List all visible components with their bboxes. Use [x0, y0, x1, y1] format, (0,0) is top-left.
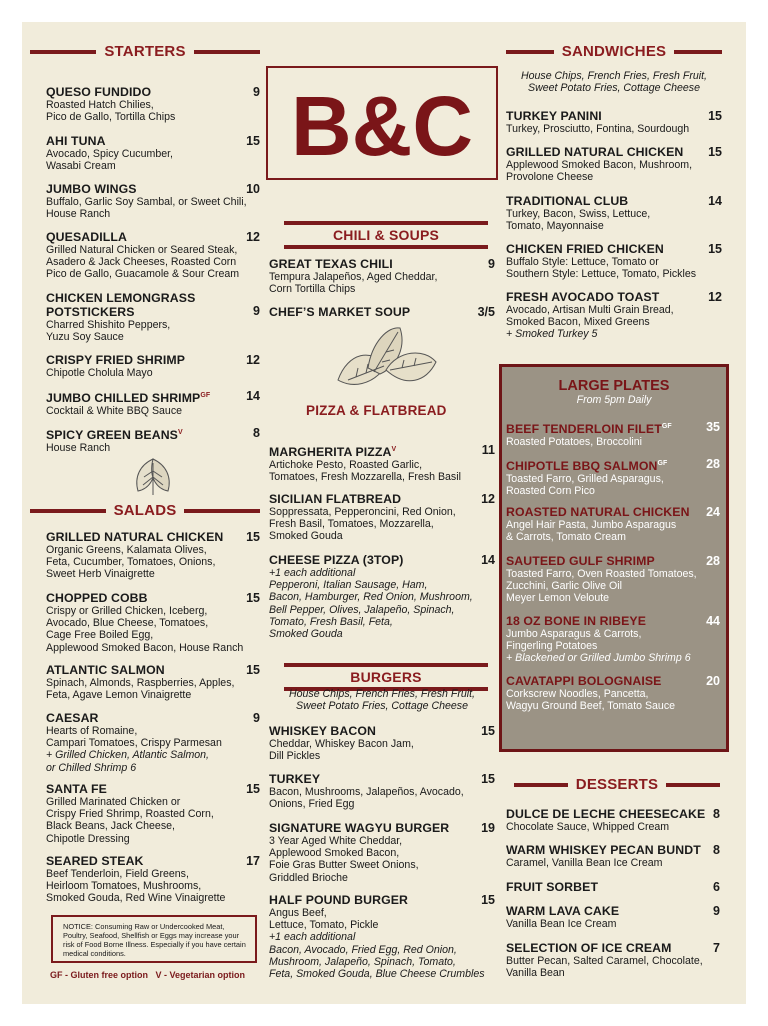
item-addon-line: + Grilled Chicken, Atlantic Salmon, — [46, 749, 209, 762]
item-addon-line: or Chilled Shrimp 6 — [46, 761, 137, 774]
item-name — [269, 443, 495, 459]
item-name: SANTA FE — [46, 782, 107, 796]
item-price: 15 — [481, 893, 495, 907]
item-price: 15 — [246, 591, 260, 605]
item-price: 9 — [713, 904, 720, 918]
item-desc-line: Jumbo Asparagus & Carrots, — [506, 628, 642, 640]
item-price: 8 — [713, 807, 720, 821]
item-price: 7 — [713, 941, 720, 955]
chili-title: CHILI & SOUPS — [332, 227, 440, 243]
item-desc-line: Cocktail & White BBQ Sauce — [46, 405, 183, 418]
item-desc-line: Fresh Basil, Tomatoes, Mozzarella, — [269, 518, 434, 531]
menu-item — [269, 443, 495, 484]
basil-leaves-icon — [328, 322, 440, 398]
item-name: FRESH AVOCADO TOAST — [506, 290, 660, 304]
item-price: 15 — [246, 663, 260, 677]
item-desc-line: Corn Tortilla Chips — [269, 283, 356, 296]
item-price: 11 — [481, 443, 495, 457]
item-addon-line: Bell Pepper, Olives, Jalapeño, Spinach, — [269, 603, 455, 616]
item-addon-line: Bacon, Avocado, Fried Egg, Red Onion, — [269, 943, 457, 956]
item-addon-line: +1 each additional — [269, 931, 356, 944]
menu-item — [506, 554, 720, 605]
item-desc-line: Grilled Marinated Chicken or — [46, 796, 181, 808]
item-name: JUMBO WINGS — [46, 182, 137, 196]
pizza-title: PIZZA & FLATBREAD — [306, 403, 447, 418]
sandwiches-header — [506, 43, 722, 60]
menu-item — [506, 843, 720, 869]
burgers-header — [284, 663, 488, 691]
item-desc-line: Cheddar, Whiskey Bacon Jam, — [269, 738, 414, 750]
item-name-text: BEEF TENDERLOIN FILET — [506, 422, 662, 437]
item-addon-line: Feta, Smoked Gouda, Blue Cheese Crumbles — [269, 968, 485, 981]
item-price: 15 — [481, 724, 495, 738]
menu-item — [506, 290, 722, 341]
menu-item — [506, 614, 720, 665]
item-desc-line: Applewood Smoked Bacon, House Ranch — [46, 641, 244, 654]
item-name: 18 OZ BONE IN RIBEYE — [506, 614, 647, 628]
header-rule-left — [30, 50, 96, 54]
menu-item — [506, 941, 720, 979]
logo-text: B&C — [291, 79, 473, 173]
item-desc-line: Onions, Fried Egg — [269, 798, 355, 811]
item-desc-line: Sweet Herb Vinaigrette — [46, 568, 155, 581]
burgers-sides — [269, 688, 495, 712]
item-price: 20 — [706, 674, 720, 688]
leaf-icon — [128, 455, 178, 499]
item-desc-line: Roasted Potatoes, Broccolini — [506, 436, 643, 449]
burgers-title: BURGERS — [350, 669, 422, 685]
item-price: 12 — [481, 492, 495, 506]
item-desc-line: Feta, Agave Lemon Vinaigrette — [46, 689, 192, 702]
menu-item — [46, 85, 260, 123]
header-rule-left — [514, 783, 568, 787]
desserts-title: DESSERTS — [575, 776, 659, 793]
menu-item — [269, 257, 495, 295]
menu-item — [269, 893, 495, 980]
menu-item — [506, 674, 720, 712]
item-name: SEARED STEAK — [46, 854, 144, 868]
menu-item — [269, 492, 495, 543]
item-desc-line: Chocolate Sauce, Whipped Cream — [506, 821, 670, 833]
item-price: 12 — [708, 290, 722, 304]
item-desc-line: Buffalo, Garlic Soy Sambal, or Sweet Chili, — [46, 196, 247, 208]
item-name: CHOPPED COBB — [46, 591, 148, 605]
item-desc-line: Hearts of Romaine, — [46, 725, 138, 737]
item-name: AHI TUNA — [46, 134, 106, 148]
item-desc-line: Butter Pecan, Salted Caramel, Chocolate, — [506, 955, 703, 967]
item-desc-line: Heirloom Tomatoes, Mushrooms, — [46, 880, 202, 893]
menu-item — [46, 230, 260, 281]
diet-tag: GF — [200, 392, 211, 399]
item-price: 15 — [708, 109, 722, 123]
menu-item — [506, 420, 720, 448]
item-price: 35 — [706, 420, 720, 434]
menu-item — [506, 904, 720, 930]
item-addon-line: Bacon, Hamburger, Red Onion, Mushroom, — [269, 591, 473, 604]
menu-item — [46, 854, 260, 905]
item-price: 28 — [706, 554, 720, 568]
menu-item — [269, 772, 495, 810]
item-desc-line: Applewood Smoked Bacon, — [269, 847, 400, 860]
sides-line: Sweet Potato Fries, Cottage Cheese — [296, 700, 468, 713]
item-desc-line: Grilled Natural Chicken or Seared Steak, — [46, 244, 238, 256]
header-rule-top — [284, 663, 488, 667]
item-name: WARM LAVA CAKE — [506, 904, 620, 918]
menu-item — [46, 389, 260, 417]
item-desc-line: Crispy or Grilled Chicken, Iceberg, — [46, 605, 208, 617]
header-rule-right — [194, 50, 260, 54]
item-desc-line: Crispy Fried Shrimp, Roasted Corn, — [46, 808, 214, 821]
item-name-text: JUMBO CHILLED SHRIMP — [46, 391, 201, 406]
item-desc-line: Wagyu Ground Beef, Tomato Sauce — [506, 700, 676, 713]
item-name: QUESO FUNDIDO — [46, 85, 152, 99]
item-desc-line: Applewood Smoked Bacon, Mushroom, — [506, 159, 693, 171]
header-rule-left — [506, 50, 554, 54]
item-desc-line: Dill Pickles — [269, 750, 321, 763]
item-name-text: CHIPOTLE BBQ SALMON — [506, 459, 658, 474]
item-name: GREAT TEXAS CHILI — [269, 257, 393, 271]
item-name: SAUTEED GULF SHRIMP — [506, 554, 655, 568]
item-addon-line: Pepperoni, Italian Sausage, Ham, — [269, 579, 428, 592]
item-price: 9 — [253, 304, 260, 318]
menu-item — [46, 353, 260, 379]
menu-item — [506, 505, 720, 543]
item-desc-line: Corkscrew Noodles, Pancetta, — [506, 688, 649, 700]
item-price: 15 — [246, 530, 260, 544]
menu-item — [46, 291, 260, 343]
item-desc-line: Meyer Lemon Veloute — [506, 592, 610, 605]
item-name: WARM WHISKEY PECAN BUNDT — [506, 843, 701, 857]
menu-item — [46, 134, 260, 172]
item-desc-line: Griddled Brioche — [269, 871, 348, 884]
item-desc-line: Bacon, Mushrooms, Jalapeños, Avocado, — [269, 786, 464, 798]
item-desc-line: Avocado, Blue Cheese, Tomatoes, — [46, 617, 209, 630]
item-name-line2: POTSTICKERS — [46, 305, 135, 319]
item-name: FRUIT SORBET — [506, 880, 599, 894]
header-rule-bottom — [284, 245, 488, 249]
header-rule-right — [674, 50, 722, 54]
item-desc-line: Asadero & Jack Cheeses, Roasted Corn — [46, 256, 237, 269]
item-name — [506, 457, 720, 473]
item-desc-line: Tomato, Mayonnaise — [506, 220, 604, 233]
item-desc-line: & Carrots, Tomato Cream — [506, 531, 626, 544]
sides-line: Sweet Potato Fries, Cottage Cheese — [528, 82, 700, 95]
header-rule-right — [184, 509, 260, 513]
diet-tag: V — [391, 446, 397, 453]
item-name: GRILLED NATURAL CHICKEN — [506, 145, 684, 159]
item-desc-line: Turkey, Prosciutto, Fontina, Sourdough — [506, 123, 690, 135]
item-desc-line: Lettuce, Tomato, Pickle — [269, 919, 379, 932]
plates-title: LARGE PLATES — [558, 378, 670, 394]
menu-item — [46, 711, 260, 774]
menu-item — [506, 242, 722, 280]
item-name: SIGNATURE WAGYU BURGER — [269, 821, 450, 835]
item-desc-line: Chipotle Cholula Mayo — [46, 367, 153, 379]
item-name: HALF POUND BURGER — [269, 893, 409, 907]
item-desc-line: Buffalo Style: Lettuce, Tomato or — [506, 256, 659, 268]
item-desc-line: Beef Tenderloin, Field Greens, — [46, 868, 189, 880]
item-desc-line: House Ranch — [46, 208, 111, 221]
item-price: 19 — [481, 821, 495, 835]
item-name: CHICKEN FRIED CHICKEN — [506, 242, 664, 256]
item-name: ROASTED NATURAL CHICKEN — [506, 505, 690, 519]
item-desc-line: Campari Tomatoes, Crispy Parmesan — [46, 737, 222, 750]
item-price: 15 — [708, 145, 722, 159]
item-price: 24 — [706, 505, 720, 519]
item-price: 17 — [246, 854, 260, 868]
item-price: 14 — [246, 389, 260, 403]
plates-hours: From 5pm Daily — [576, 394, 652, 406]
item-name: GRILLED NATURAL CHICKEN — [46, 530, 224, 544]
item-desc-line: Yuzu Soy Sauce — [46, 331, 124, 344]
salads-header — [30, 502, 260, 519]
sandwiches-title: SANDWICHES — [561, 43, 667, 60]
menu-item — [269, 724, 495, 762]
item-name: ATLANTIC SALMON — [46, 663, 165, 677]
item-addon-line: Tomato, Fresh Basil, Feta, — [269, 615, 393, 628]
item-price: 44 — [706, 614, 720, 628]
plates-header — [502, 378, 726, 406]
menu-item — [46, 591, 260, 654]
item-desc-line: Caramel, Vanilla Bean Ice Cream — [506, 857, 663, 869]
item-desc-line: Roasted Hatch Chilies, — [46, 99, 154, 111]
item-desc-line: Vanilla Bean — [506, 967, 565, 980]
item-desc-line: Toasted Farro, Grilled Asparagus, — [506, 473, 664, 486]
item-name — [46, 426, 260, 442]
item-price: 12 — [246, 353, 260, 367]
item-name: QUESADILLA — [46, 230, 127, 244]
item-name-text: MARGHERITA PIZZA — [269, 445, 392, 460]
item-desc-line: Feta, Cucumber, Tomatoes, Onions, — [46, 556, 216, 569]
item-desc-line: Soppressata, Pepperoncini, Red Onion, — [269, 506, 456, 518]
salads-title: SALADS — [113, 502, 177, 519]
brand-logo — [268, 68, 496, 178]
item-name: SELECTION OF ICE CREAM — [506, 941, 672, 955]
item-desc-line: Southern Style: Lettuce, Tomato, Pickles — [506, 268, 697, 281]
menu-item — [506, 109, 722, 135]
item-desc-line: House Ranch — [46, 442, 111, 455]
sandwiches-sides — [506, 70, 722, 94]
item-desc-line: Wasabi Cream — [46, 160, 116, 173]
item-price: 28 — [706, 457, 720, 471]
item-price: 9 — [253, 85, 260, 99]
diet-legend: GF - Gluten free option V - Vegetarian option — [50, 970, 246, 980]
food-safety-notice: NOTICE: Consuming Raw or Undercooked Meat, Poultry, Seafood, Shellfish or Eggs may increase your risk of Food Borne Illness. Especially if you have certain medical conditions. — [51, 915, 257, 963]
item-name: SICILIAN FLATBREAD — [269, 492, 402, 506]
desserts-header — [514, 776, 720, 793]
item-desc-line: Smoked Bacon, Mixed Greens — [506, 316, 650, 329]
item-name: DULCE DE LECHE CHEESECAKE — [506, 807, 706, 821]
item-name: CAESAR — [46, 711, 99, 725]
sides-line: House Chips, French Fries, Fresh Fruit, — [520, 70, 708, 82]
item-addon-line: +1 each additional — [269, 567, 356, 579]
item-desc-line: Toasted Farro, Oven Roasted Tomatoes, — [506, 568, 697, 580]
item-desc-line: Tempura Jalapeños, Aged Cheddar, — [269, 271, 438, 283]
pizza-header — [306, 403, 466, 418]
header-rule-left — [30, 509, 106, 513]
menu-item — [269, 821, 495, 884]
item-price: 8 — [253, 426, 260, 440]
menu-item — [46, 782, 260, 845]
item-desc-line: Chipotle Dressing — [46, 832, 130, 845]
item-desc-line: Angel Hair Pasta, Jumbo Asparagus — [506, 519, 677, 531]
item-name: CHICKEN LEMONGRASS — [46, 291, 196, 305]
item-addon-line: Mushroom, Jalapeño, Spinach, Tomato, — [269, 955, 456, 968]
item-name — [46, 389, 260, 405]
item-desc-line: Foie Gras Butter Sweet Onions, — [269, 859, 419, 872]
header-rule-right — [666, 783, 720, 787]
item-desc-line: 3 Year Aged White Cheddar, — [269, 835, 403, 847]
item-desc-line: Smoked Gouda, Red Wine Vinaigrette — [46, 892, 226, 905]
sides-line: House Chips, French Fries, Fresh Fruit, — [288, 688, 476, 700]
header-rule-top — [284, 221, 488, 225]
logo-box — [266, 66, 498, 180]
item-price: 15 — [708, 242, 722, 256]
item-price: 12 — [246, 230, 260, 244]
menu-item — [46, 530, 260, 581]
item-price: 8 — [713, 843, 720, 857]
item-desc-line: Angus Beef, — [269, 907, 327, 919]
menu-item — [506, 807, 720, 833]
item-name: TURKEY — [269, 772, 321, 786]
item-desc-line: Pico de Gallo, Guacamole & Sour Cream — [46, 268, 240, 281]
starters-header — [30, 43, 260, 60]
item-price: 10 — [246, 182, 260, 196]
item-price: 14 — [481, 553, 495, 567]
item-price: 15 — [481, 772, 495, 786]
item-desc-line: Spinach, Almonds, Raspberries, Apples, — [46, 677, 235, 689]
item-desc-line: Cage Free Boiled Egg, — [46, 629, 154, 642]
item-addon-line: + Blackened or Grilled Jumbo Shrimp 6 — [506, 652, 691, 665]
item-name: CHEESE PIZZA (3TOP) — [269, 553, 404, 567]
item-desc-line: Avocado, Spicy Cucumber, — [46, 148, 173, 160]
item-name-text: SPICY GREEN BEANS — [46, 428, 178, 443]
item-name: TURKEY PANINI — [506, 109, 602, 123]
menu-item — [269, 553, 495, 640]
item-price: 6 — [713, 880, 720, 894]
item-price: 14 — [708, 194, 722, 208]
item-price: 15 — [246, 782, 260, 796]
item-name: CRISPY FRIED SHRIMP — [46, 353, 186, 367]
item-desc-line: Zucchini, Garlic Olive Oil — [506, 580, 622, 593]
item-addon-line: + Smoked Turkey 5 — [506, 328, 598, 341]
item-desc-line: Organic Greens, Kalamata Olives, — [46, 544, 207, 556]
menu-item — [506, 880, 720, 894]
menu-item — [269, 305, 495, 319]
menu-item — [506, 145, 722, 183]
item-price: 9 — [253, 711, 260, 725]
item-desc-line: Roasted Corn Pico — [506, 485, 595, 498]
starters-title: STARTERS — [104, 43, 186, 60]
item-name: TRADITIONAL CLUB — [506, 194, 629, 208]
chili-header — [284, 221, 488, 249]
item-addon-line: Smoked Gouda — [269, 628, 343, 641]
menu-item — [506, 457, 720, 498]
diet-tag: V — [178, 429, 183, 436]
item-name: CHEF’S MARKET SOUP — [269, 305, 411, 319]
item-desc-line: Provolone Cheese — [506, 171, 594, 184]
item-desc-line: Turkey, Bacon, Swiss, Lettuce, — [506, 208, 651, 220]
item-price: 9 — [488, 257, 495, 271]
item-desc-line: Fingerling Potatoes — [506, 640, 598, 653]
item-desc-line: Tomatoes, Fresh Mozzarella, Fresh Basil — [269, 471, 461, 484]
item-desc-line: Pico de Gallo, Tortilla Chips — [46, 111, 176, 124]
menu-item — [46, 426, 260, 454]
menu-item — [46, 182, 260, 220]
item-name: CAVATAPPI BOLOGNAISE — [506, 674, 662, 688]
item-desc-line: Artichoke Pesto, Roasted Garlic, — [269, 459, 423, 472]
diet-tag: GF — [657, 460, 668, 467]
item-desc-line: Charred Shishito Peppers, — [46, 319, 171, 331]
item-name: WHISKEY BACON — [269, 724, 376, 738]
item-price: 3/5 — [477, 305, 495, 319]
item-desc-line: Avocado, Artisan Multi Grain Bread, — [506, 304, 674, 316]
diet-tag: GF — [661, 423, 672, 430]
item-price: 15 — [246, 134, 260, 148]
item-name — [506, 420, 720, 436]
item-desc-line: Smoked Gouda — [269, 530, 343, 543]
item-desc-line: Black Beans, Jack Cheese, — [46, 820, 175, 833]
menu-item — [506, 194, 722, 232]
item-desc-line: Vanilla Bean Ice Cream — [506, 918, 617, 930]
menu-item — [46, 663, 260, 701]
